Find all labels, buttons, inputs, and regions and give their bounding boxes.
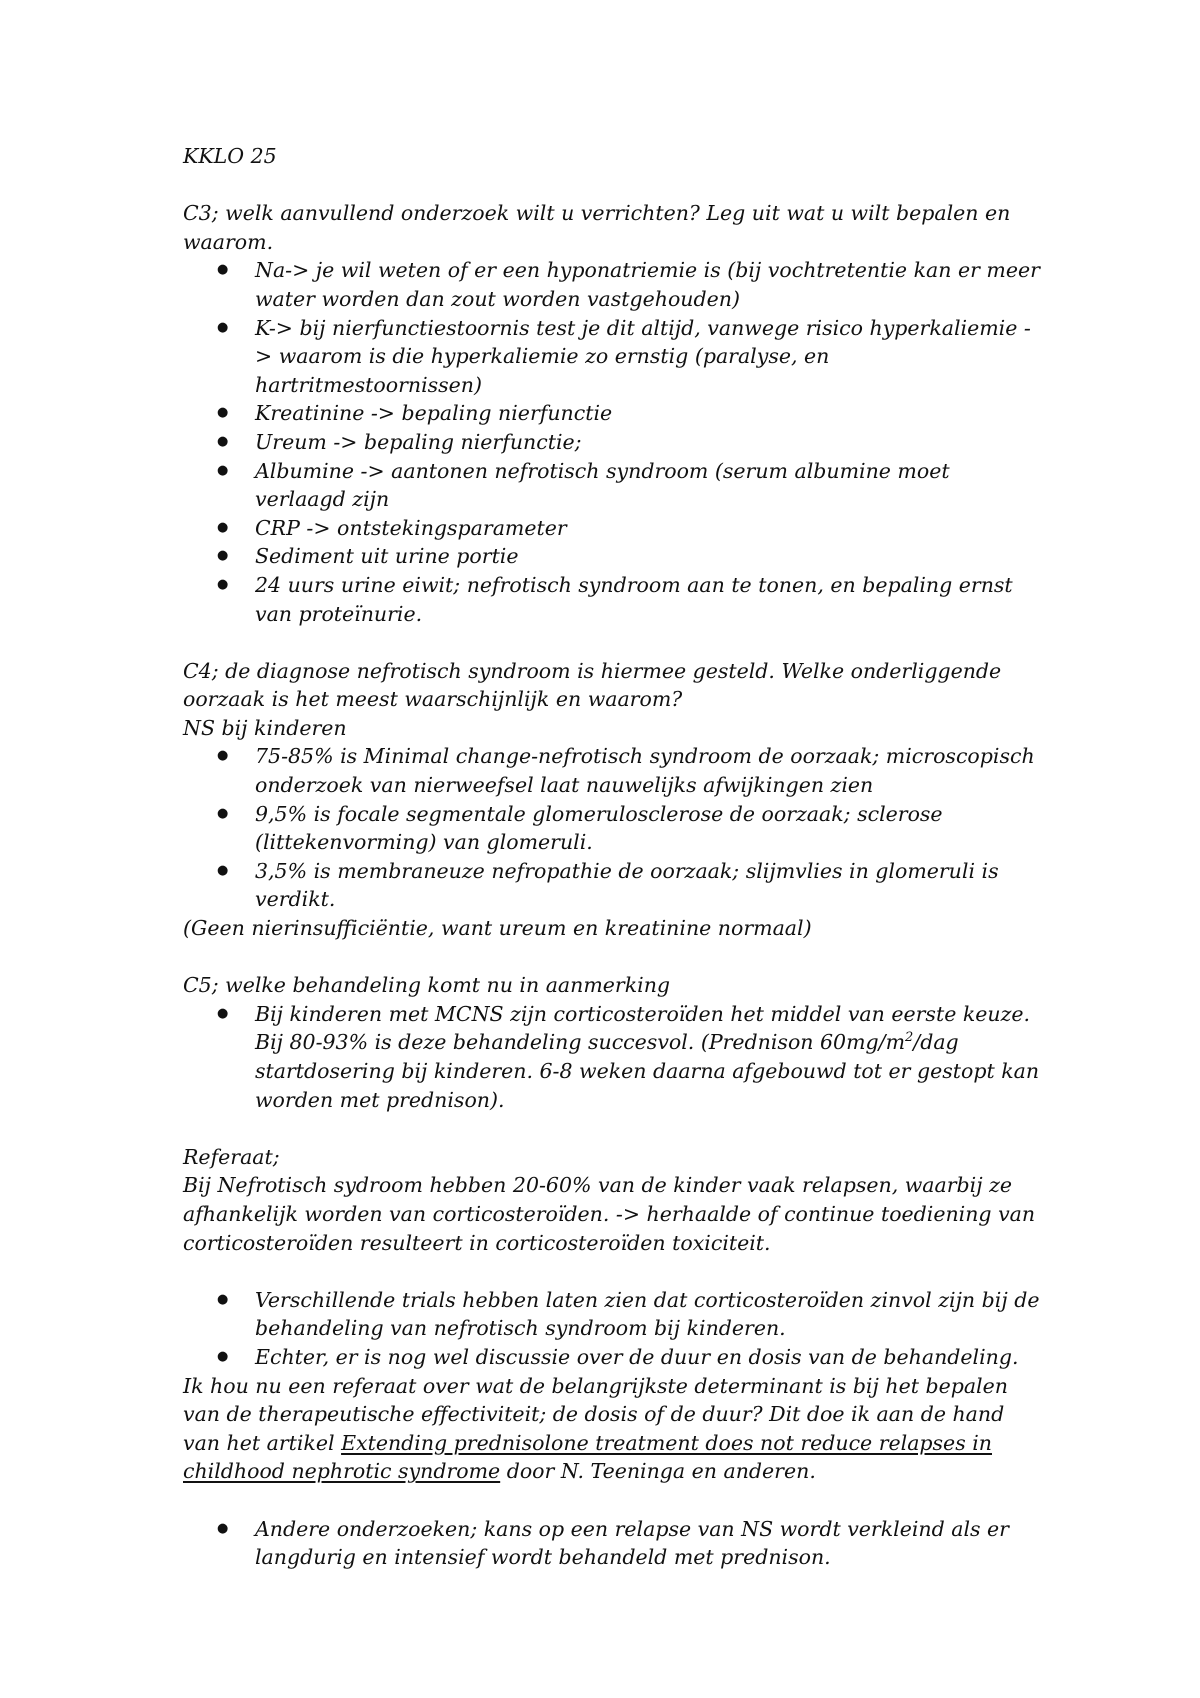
referaat-paragraph: Bij Nefrotisch sydroom hebben 20-60% van de kinder vaak relapsen, waarbij ze afhankelijk worden van corticosteroïden. -> herhaalde of continue toediening van corticosteroïden resulteert in corticosteroïden toxiciteit.	[183, 1173, 1036, 1255]
spacer	[183, 628, 1043, 657]
list-item: ● 24 uurs urine eiwit; nefrotisch syndroom aan te tonen, en bepaling ernst van proteïnurie.	[183, 571, 1043, 628]
list-item: ● Kreatinine -> bepaling nierfunctie	[183, 399, 1043, 428]
list-item: ● Na-> je wil weten of er een hyponatriemie is (bij vochtretentie kan er meer water worden dan zout worden vastgehouden)	[183, 256, 1043, 313]
list-item: ● Ureum -> bepaling nierfunctie;	[183, 428, 1043, 457]
list-item	[183, 1000, 1043, 1114]
c4-question: C4; de diagnose nefrotisch syndroom is hiermee gesteld. Welke onderliggende oorzaak is het meest waarschijnlijk en waarom?	[183, 658, 1002, 712]
c5-item-text-2: /dag startdosering bij kinderen. 6-8 weken daarna afgebouwd tot er gestopt kan worden met prednison).	[255, 1030, 1040, 1112]
list-item: ● CRP -> ontstekingsparameter	[183, 514, 1043, 543]
c4-note: (Geen nierinsufficiëntie, want ureum en kreatinine normaal)	[183, 916, 812, 941]
c5-item-text-1: Bij kinderen met MCNS zijn corticosteroïden het middel van eerste keuze. Bij 80-93% is deze behandeling succesvol. (Prednison 60mg/m	[255, 1001, 1031, 1055]
c4-list	[183, 742, 1043, 914]
c4-subheading: NS bij kinderen	[183, 715, 347, 740]
referaat-paragraph-2	[183, 1372, 1043, 1486]
list-item: ● Albumine -> aantonen nefrotisch syndroom (serum albumine moet verlaagd zijn	[183, 457, 1043, 514]
list-item: ● Verschillende trials hebben laten zien dat corticosteroïden zinvol zijn bij de behandeling van nefrotisch syndroom bij kinderen.	[183, 1286, 1043, 1343]
article-title: Extending prednisolone treatment does not reduce relapses in childhood nephrotic syndrome	[183, 1430, 992, 1484]
spacer	[183, 943, 1043, 972]
spacer	[183, 171, 1043, 200]
list-item: ● 75-85% is Minimal change-nefrotisch syndroom de oorzaak; microscopisch onderzoek van nierweefsel laat nauwelijks afwijkingen zien	[183, 742, 1043, 799]
c3-list	[183, 256, 1043, 628]
spacer	[183, 1257, 1043, 1286]
referaat-text-1: Ik hou nu een referaat over wat de belangrijkste determinant is bij het bepalen van de therapeutische effectiviteit; de dosis of de duur? Dit doe ik aan de hand van het artikel	[183, 1373, 1008, 1455]
list-item: ● 9,5% is focale segmentale glomerulosclerose de oorzaak; sclerose (littekenvorming) van glomeruli.	[183, 800, 1043, 857]
referaat-text-2: door N. Teeninga en anderen.	[500, 1459, 816, 1484]
list-item: ● Andere onderzoeken; kans op een relapse van NS wordt verkleind als er langdurig en intensief wordt behandeld met prednison.	[183, 1515, 1043, 1572]
referaat-list-2	[183, 1515, 1043, 1572]
spacer	[183, 1486, 1043, 1515]
list-item: ● 3,5% is membraneuze nefropathie de oorzaak; slijmvlies in glomeruli is verdikt.	[183, 857, 1043, 914]
spacer	[183, 1114, 1043, 1143]
list-item: ● Echter, er is nog wel discussie over de duur en dosis van de behandeling.	[183, 1343, 1043, 1372]
document-page	[183, 142, 1043, 1572]
c5-list	[183, 1000, 1043, 1114]
list-item: ● K-> bij nierfunctiestoornis test je dit altijd, vanwege risico hyperkaliemie -> waarom is die hyperkaliemie zo ernstig (paralyse, en hartritmestoornissen)	[183, 314, 1043, 400]
document-title: KKLO 25	[183, 144, 277, 168]
c5-question: C5; welke behandeling komt nu in aanmerking	[183, 973, 671, 998]
c3-question: C3; welk aanvullend onderzoek wilt u verrichten? Leg uit wat u wilt bepalen en waarom.	[183, 201, 1011, 254]
c5-item-superscript: 2	[905, 1030, 914, 1046]
referaat-heading: Referaat;	[183, 1144, 280, 1169]
list-item: ● Sediment uit urine portie	[183, 542, 1043, 571]
referaat-list	[183, 1286, 1043, 1372]
